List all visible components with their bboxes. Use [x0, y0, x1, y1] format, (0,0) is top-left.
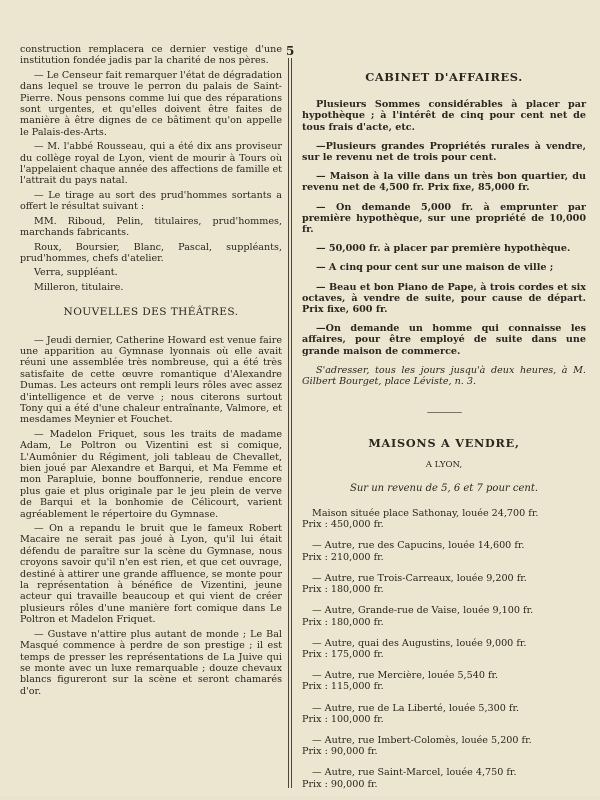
- paragraph-charity: construction remplacera ce dernier vestige d'une institution fondée jadis par la charité de nos pères.: [20, 44, 282, 67]
- listing-description: — Autre, rue des Capucins, louée 14,600 fr.: [312, 540, 525, 552]
- paragraph-prudhommes: — Le tirage au sort des prud'hommes sortants a offert le résultat suivant :: [20, 189, 282, 213]
- paragraph-gustave: — Gustave n'attire plus autant de monde ; Le Bal Masqué commence à perdre de son prestige ; il est temps de presser les représentations de La Juive qui se monte avec un luxe remarquable ; douze chevaux blancs figureront sur la scène et seront chamarés d'or.: [20, 628, 282, 697]
- listing-description: — Autre, rue Mercière, louée 5,540 fr.: [312, 670, 499, 682]
- a-lyon-subheading: A LYON,: [425, 459, 463, 470]
- affaire-item: Plusieurs Sommes considérables à placer par hypothèque ; à l'intérêt de cinq pour cent net de tous frais d'acte, etc.: [302, 99, 586, 133]
- paragraph-robert-macaire: — On a repandu le bruit que le fameux Robert Macaire ne serait pas joué à Lyon, qu'il lui était défendu de paraître sur la scène du Gymnase, nous croyons savoir qu'il n'en est rien, et que cet ouvrage, destiné à attirer une grande affluence, se monte pour la représentation à bénéfice de Vizentini, jeune acteur qui travaille beaucoup et qui vient de créer plusieurs rôles d'une manière fort comique dans Le Poltron et Madelon Friquet.: [20, 523, 282, 626]
- listing-description: — Autre, rue Imbert-Colomès, louée 5,200 fr.: [312, 734, 532, 746]
- affaire-item: —Plusieurs grandes Propriétés rurales à vendre, sur le revenu net de trois pour cent.: [302, 140, 586, 164]
- affaires-list: [302, 99, 586, 357]
- affaire-item: — 50,000 fr. à placer par première hypothèque.: [316, 243, 571, 255]
- house-listing: [302, 508, 586, 530]
- left-column: [20, 44, 282, 700]
- column-divider: [288, 44, 289, 788]
- house-listing: [302, 638, 586, 660]
- paragraph-censeur: — Le Censeur fait remarquer l'état de dégradation dans lequel se trouve le perron du palais de Saint-Pierre. Nous pensons comme lui que des réparations sont urgentes, et qu'elles doivent être faites de manière à être dignes de ce bâtiment qu'on appelle le Palais-des-Arts.: [20, 69, 282, 138]
- listing-description: — Autre, rue Trois-Carreaux, louée 9,200 fr.: [312, 572, 527, 584]
- affaire-item: —On demande un homme qui connaisse les affaires, pour être employé de suite dans une grande maison de commerce.: [302, 323, 586, 357]
- affaire-item: — Maison à la ville dans un très bon quartier, du revenu net de 4,500 fr. Prix fixe, 85,000 fr.: [302, 171, 586, 194]
- house-listing: [302, 703, 586, 725]
- maisons-heading: MAISONS A VENDRE,: [368, 436, 520, 451]
- house-listing: [302, 670, 586, 692]
- paragraph-verra: Verra, suppléant.: [34, 267, 118, 279]
- affaire-item: — Beau et bon Piano de Pape, à trois cordes et six octaves, à vendre de suite, pour cause de départ. Prix fixe, 600 fr.: [302, 281, 586, 316]
- house-listing: [302, 735, 586, 757]
- paragraph-suppleants: Roux, Boursier, Blanc, Pascal, suppléants, prud'hommes, chefs d'atelier.: [20, 241, 282, 264]
- cabinet-affaires-heading: CABINET D'AFFAIRES.: [365, 70, 523, 84]
- listing-description: — Autre, Grande-rue de Vaise, louée 9,100 fr.: [312, 605, 534, 617]
- listing-price: Prix : 210,000 fr.: [302, 551, 384, 563]
- house-listing: [302, 573, 586, 595]
- paragraph-catherine-howard: — Jeudi dernier, Catherine Howard est venue faire une apparition au Gymnase lyonnais où elle avait réuni une assemblée très nombreuse, qui a été très satisfaite de cette œuvre romantique d'Alexandre Dumas. Les acteurs ont rempli leurs rôles avec assez d'intelligence et de verve ; nous citerons surtout Tony qui a été d'une chaleur entraînante, Valmore, et mesdames Meynier et Fouchet.: [20, 334, 282, 426]
- affaire-item: — On demande 5,000 fr. à emprunter par première hypothèque, sur une propriété de 10,000 fr.: [302, 201, 586, 236]
- house-listing: [302, 767, 586, 789]
- paragraph-titulaires: MM. Riboud, Pelin, titulaires, prud'hommes, marchands fabricants.: [20, 215, 282, 239]
- column-divider-inner: [291, 44, 292, 788]
- listing-price: Prix : 180,000 fr.: [302, 616, 384, 628]
- listing-price: Prix : 90,000 fr.: [302, 778, 378, 790]
- paragraph-milleron: Milleron, titulaire.: [34, 281, 124, 293]
- house-listing: [302, 540, 586, 562]
- listing-price: Prix : 180,000 fr.: [302, 584, 384, 596]
- listing-price: Prix : 90,000 fr.: [302, 746, 378, 758]
- separator-rule: ————: [426, 407, 462, 419]
- listing-price: Prix : 100,000 fr.: [302, 713, 384, 725]
- listing-description: — Autre, rue de La Liberté, louée 5,300 fr.: [312, 702, 520, 714]
- theatre-news-heading: NOUVELLES DES THÉÂTRES.: [63, 306, 239, 319]
- paragraph-abbe-rousseau: — M. l'abbé Rousseau, qui a été dix ans proviseur du collège royal de Lyon, vient de mourir à Tours où l'appelaient chaque année des affections de famille et l'attrait du pays natal.: [20, 141, 282, 187]
- revenu-subheading: Sur un revenu de 5, 6 et 7 pour cent.: [349, 482, 539, 494]
- listing-description: — Autre, rue Saint-Marcel, louée 4,750 fr.: [312, 767, 517, 779]
- listing-price: Prix : 175,000 fr.: [302, 648, 384, 660]
- listing-price: Prix : 450,000 fr.: [302, 519, 384, 531]
- right-column: [302, 72, 586, 800]
- listing-price: Prix : 115,000 fr.: [302, 681, 384, 693]
- house-listing: [302, 605, 586, 627]
- listing-description: — Autre, quai des Augustins, louée 9,000 fr.: [312, 637, 527, 649]
- paragraph-madelon-friquet: — Madelon Friquet, sous les traits de madame Adam, Le Poltron ou Vizentini est si comique, L'Aumônier du Régiment, joli tableau de Chevallet, bien joué par Alexandre et Barqui, et Ma Femme et mon Parapluie, bonne bouffonnerie, rendue encore plus gaie et plus originale par le jeu plein de verve de Barqui et la bonhomie de Célicourt, varient agréablement le répertoire du Gymnase.: [20, 428, 282, 520]
- page-number: 5: [286, 44, 295, 58]
- listing-description: Maison située place Sathonay, louée 24,700 fr.: [312, 508, 539, 520]
- address-signature: S'adresser, tous les jours jusqu'à deux heures, à M. Gilbert Bourget, place Léviste, n. 3.: [302, 364, 586, 388]
- affaire-item: — A cinq pour cent sur une maison de ville ;: [316, 262, 554, 274]
